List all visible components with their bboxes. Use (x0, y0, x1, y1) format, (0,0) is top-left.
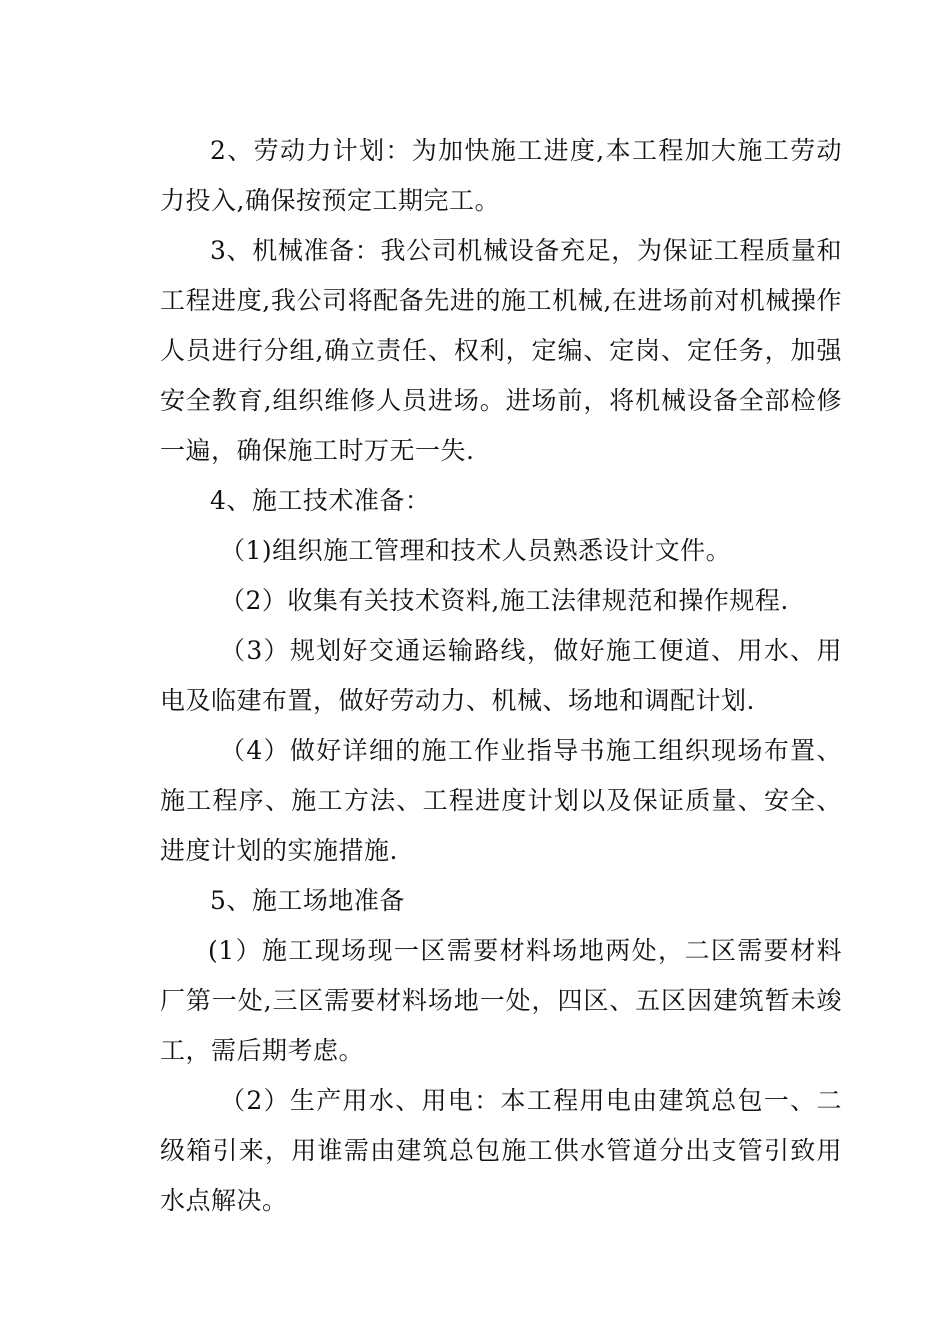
document-body (160, 126, 842, 1226)
paragraph-site-prep-item-1: (1）施工现场现一区需要材料场地两处，二区需要材料厂第一处,三区需要材料场地一处，四区、五区因建筑暂未竣工，需后期考虑。 (160, 936, 842, 1065)
paragraph-tech-prep-item-1: （1)组织施工管理和技术人员熟悉设计文件。 (220, 536, 732, 565)
paragraph-labor-plan: 2、劳动力计划：为加快施工进度,本工程加大施工劳动力投入,确保按预定工期完工。 (160, 136, 842, 215)
paragraph-site-prep-heading: 5、施工场地准备 (210, 886, 405, 915)
paragraph-tech-prep-item-2: （2）收集有关技术资料,施工法律规范和操作规程. (220, 586, 789, 615)
paragraph-tech-prep-heading: 4、施工技术准备： (210, 486, 431, 515)
paragraph-machinery-prep: 3、机械准备：我公司机械设备充足，为保证工程质量和工程进度,我公司将配备先进的施工机械,在进场前对机械操作人员进行分组,确立责任、权利，定编、定岗、定任务，加强安全教育,组织维修人员进场。进场前，将机械设备全部检修一遍，确保施工时万无一失. (160, 236, 842, 465)
paragraph-site-prep-item-2: （2）生产用水、用电：本工程用电由建筑总包一、二级箱引来，用谁需由建筑总包施工供水管道分出支管引致用水点解决。 (160, 1086, 842, 1215)
paragraph-tech-prep-item-4: （4）做好详细的施工作业指导书施工组织现场布置、施工程序、施工方法、工程进度计划以及保证质量、安全、进度计划的实施措施. (160, 736, 842, 865)
paragraph-tech-prep-item-3: （3）规划好交通运输路线，做好施工便道、用水、用电及临建布置，做好劳动力、机械、场地和调配计划. (160, 636, 842, 715)
